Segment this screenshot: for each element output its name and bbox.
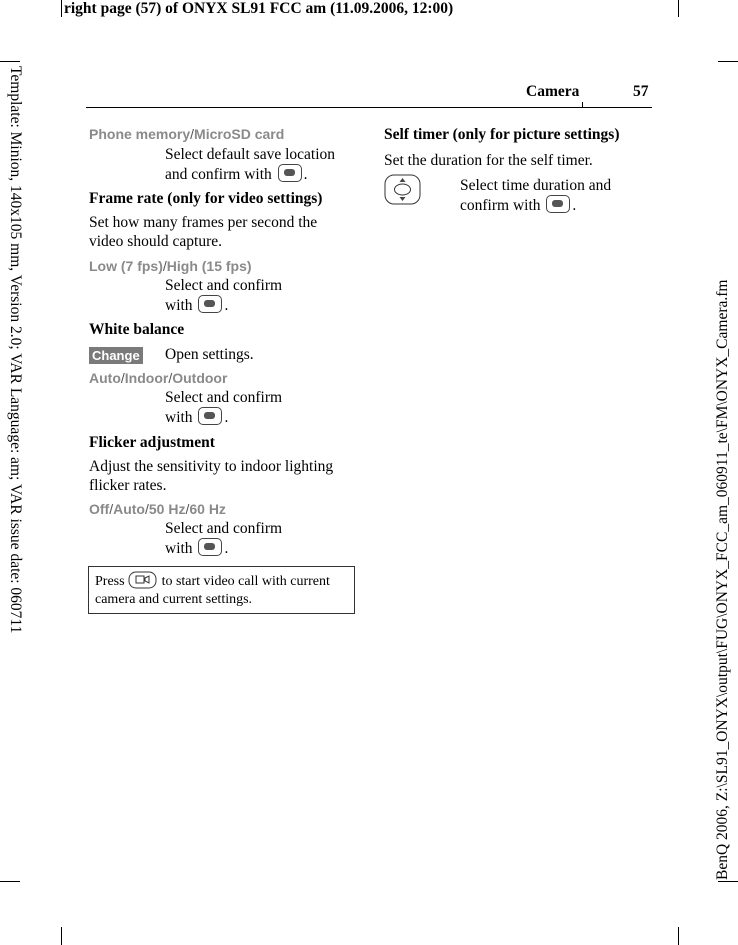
white-balance-options: [89, 370, 227, 386]
text-line: Adjust the sensitivity to indoor lighting: [89, 458, 334, 475]
running-head-section: Camera: [526, 83, 580, 100]
flicker-heading: Flicker adjustment: [89, 434, 215, 451]
frame-rate-options: [89, 258, 252, 274]
crop-mark: [61, 0, 62, 17]
page-number: 57: [633, 83, 649, 100]
self-timer-confirm: [460, 176, 611, 215]
header-rule-tick: [582, 102, 583, 108]
text-fragment: with: [165, 409, 193, 426]
text-line: Select and confirm: [165, 277, 283, 294]
option-outdoor: Outdoor: [172, 370, 228, 386]
option-separator: /: [185, 501, 190, 517]
option-indoor: Indoor: [124, 370, 169, 386]
confirm-line: [165, 164, 335, 184]
storage-description: [165, 145, 335, 184]
change-softkey: Change: [89, 347, 143, 364]
option-auto: Auto: [113, 501, 145, 517]
center-key-icon: [278, 164, 302, 182]
flicker-options: [89, 501, 226, 517]
storage-options: [89, 126, 284, 142]
crop-mark: [678, 0, 679, 17]
self-timer-heading: Self timer (only for picture settings): [384, 126, 620, 143]
option-separator: /: [145, 501, 149, 517]
text-line: Set how many frames per second the: [89, 214, 318, 231]
confirm-line: [165, 538, 282, 558]
file-path-info: BenQ 2006, Z:\SL91_ONYX\output\FUG\ONYX_FCC_am_060911_te\FM\ONYX_Camera.fm: [714, 279, 731, 880]
center-key-icon: [198, 538, 222, 556]
crop-mark: [678, 927, 679, 945]
center-key-icon: [198, 407, 222, 425]
flicker-description: [89, 457, 333, 495]
option-high-fps: High (15 fps): [166, 258, 252, 274]
text-fragment: with: [165, 297, 193, 314]
option-separator: /: [109, 501, 114, 517]
tip-box: [88, 566, 355, 614]
period: .: [303, 166, 308, 183]
self-timer-description: Set the duration for the self timer.: [384, 152, 593, 169]
softkey-description: Open settings.: [165, 346, 254, 363]
header-rule: [86, 107, 652, 108]
tip-line-2: camera and current settings.: [95, 592, 253, 607]
option-microsd-card: MicroSD card: [194, 126, 285, 142]
center-key-icon: [198, 295, 222, 313]
text-fragment: to start video call with current: [161, 574, 330, 589]
center-key-icon: [546, 195, 570, 213]
crop-mark: [718, 881, 738, 882]
crop-mark: [61, 927, 62, 945]
period: .: [224, 409, 229, 426]
option-off: Off: [89, 501, 110, 517]
option-separator: /: [162, 258, 167, 274]
confirm-line: [165, 295, 282, 315]
print-header: [64, 0, 453, 18]
flicker-confirm: [165, 519, 282, 558]
confirm-line: [460, 195, 611, 215]
template-info: Template: Minion, 140x105 mm, Version 2.0; VAR Language: am; VAR issue date: 060711: [7, 66, 24, 634]
print-header-text: right page (57) of ONYX SL91 FCC am (11.09.2006, 12:00): [64, 0, 454, 17]
option-low-fps: Low (7 fps): [89, 258, 163, 274]
white-balance-softkey-row: [89, 345, 143, 364]
option-phone-memory: Phone memory: [89, 126, 191, 142]
text-line: Select default save location: [165, 146, 336, 163]
option-separator: /: [190, 126, 195, 142]
text-fragment: with: [165, 540, 193, 557]
text-line: flicker rates.: [89, 477, 167, 494]
frame-rate-confirm: [165, 276, 282, 315]
text-fragment: and confirm with: [165, 166, 272, 183]
crop-mark: [0, 881, 20, 882]
text-fragment: confirm with: [460, 197, 541, 214]
white-balance-heading: White balance: [89, 321, 185, 338]
crop-mark: [718, 61, 738, 62]
tip-line-1: [95, 571, 348, 591]
text-line: Select and confirm: [165, 389, 283, 406]
text-line: Select time duration and: [460, 177, 612, 194]
period: .: [224, 297, 229, 314]
option-auto: Auto: [89, 370, 121, 386]
option-50hz: 50 Hz: [148, 501, 186, 517]
text-fragment: Press: [95, 574, 125, 589]
crop-mark: [0, 61, 20, 62]
nav-key-icon: [384, 174, 422, 210]
frame-rate-heading: Frame rate (only for video settings): [89, 190, 323, 207]
option-separator: /: [168, 370, 173, 386]
frame-rate-description: [89, 213, 317, 251]
confirm-line: [165, 407, 282, 427]
white-balance-confirm: [165, 388, 282, 427]
period: .: [572, 197, 577, 214]
text-line: Select and confirm: [165, 520, 283, 537]
option-60hz: 60 Hz: [189, 501, 226, 517]
option-separator: /: [120, 370, 125, 386]
video-call-key-icon: [128, 571, 158, 589]
text-line: video should capture.: [89, 233, 223, 250]
period: .: [224, 540, 229, 557]
